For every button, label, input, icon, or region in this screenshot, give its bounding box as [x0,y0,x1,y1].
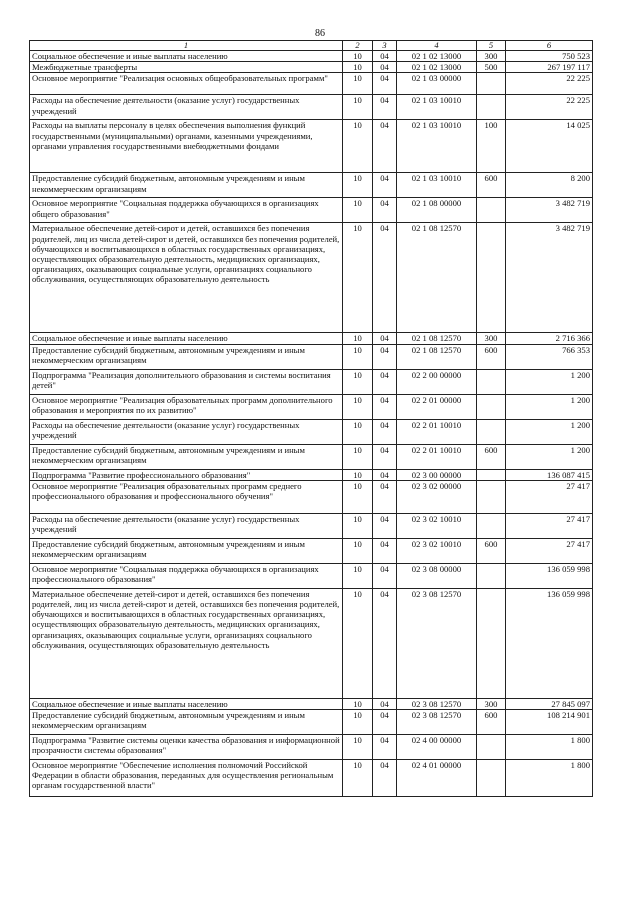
row-description: Социальное обеспечение и иные выплаты населению [30,333,343,344]
row-section-code: 10 [343,760,373,797]
table-row [30,588,593,698]
row-amount: 14 025 [506,120,593,173]
row-subsection-code: 04 [373,710,397,735]
row-amount: 766 353 [506,344,593,369]
row-target-code: 02 1 03 10010 [397,173,477,198]
row-amount: 27 845 097 [506,698,593,709]
table-row [30,735,593,760]
row-description: Подпрограмма "Развитие профессионального образования" [30,469,343,480]
row-amount: 27 417 [506,538,593,563]
row-expense-type-code: 500 [477,62,506,73]
column-number-row [30,41,593,51]
row-description: Предоставление субсидий бюджетным, автономным учреждениям и иным некоммерческим организациям [30,344,343,369]
row-expense-type-code: 600 [477,344,506,369]
row-section-code: 10 [343,538,373,563]
row-target-code: 02 1 03 10010 [397,120,477,173]
row-expense-type-code [477,735,506,760]
row-subsection-code: 04 [373,538,397,563]
row-description: Социальное обеспечение и иные выплаты населению [30,698,343,709]
row-subsection-code: 04 [373,760,397,797]
column-header-3: 3 [373,41,397,51]
row-target-code: 02 3 08 12570 [397,698,477,709]
row-target-code: 02 4 00 00000 [397,735,477,760]
table-row [30,73,593,95]
table-row [30,760,593,797]
row-section-code: 10 [343,120,373,173]
table-row [30,419,593,444]
row-amount: 136 059 998 [506,588,593,698]
row-section-code: 10 [343,73,373,95]
table-row [30,444,593,469]
row-subsection-code: 04 [373,369,397,394]
column-header-1: 1 [30,41,343,51]
column-header-2: 2 [343,41,373,51]
row-subsection-code: 04 [373,120,397,173]
row-section-code: 10 [343,563,373,588]
row-section-code: 10 [343,735,373,760]
row-section-code: 10 [343,198,373,223]
row-target-code: 02 3 08 12570 [397,710,477,735]
row-expense-type-code: 600 [477,710,506,735]
row-description: Расходы на обеспечение деятельности (оказание услуг) государственных учреждений [30,513,343,538]
table-row [30,120,593,173]
row-section-code: 10 [343,62,373,73]
row-expense-type-code [477,73,506,95]
row-section-code: 10 [343,469,373,480]
row-expense-type-code [477,588,506,698]
row-subsection-code: 04 [373,73,397,95]
row-section-code: 10 [343,419,373,444]
row-subsection-code: 04 [373,735,397,760]
table-row [30,538,593,563]
row-subsection-code: 04 [373,51,397,62]
row-target-code: 02 2 01 10010 [397,419,477,444]
row-subsection-code: 04 [373,513,397,538]
row-section-code: 10 [343,223,373,333]
row-target-code: 02 1 02 13000 [397,62,477,73]
row-expense-type-code [477,223,506,333]
row-section-code: 10 [343,344,373,369]
row-section-code: 10 [343,51,373,62]
column-header-5: 5 [477,41,506,51]
row-subsection-code: 04 [373,469,397,480]
row-description: Предоставление субсидий бюджетным, автономным учреждениям и иным некоммерческим организациям [30,173,343,198]
row-subsection-code: 04 [373,419,397,444]
table-row [30,333,593,344]
row-expense-type-code: 600 [477,173,506,198]
row-expense-type-code [477,369,506,394]
row-target-code: 02 3 08 12570 [397,588,477,698]
table-row [30,198,593,223]
row-expense-type-code [477,760,506,797]
row-target-code: 02 2 01 00000 [397,394,477,419]
row-description: Материальное обеспечение детей-сирот и детей, оставшихся без попечения родителей, лиц из числа детей-сирот и детей, оставшихся без попечения родителей, обучающихся и воспитывающихся в областных государственных организациях, осуществляющих образовательную деятельность, медицинских организациях, организациях, оказывающих социальные услуги, организациях социального обслуживания, осуществляющих образовательную деятельность [30,223,343,333]
row-subsection-code: 04 [373,223,397,333]
row-description: Межбюджетные трансферты [30,62,343,73]
row-subsection-code: 04 [373,333,397,344]
table-row [30,469,593,480]
row-subsection-code: 04 [373,394,397,419]
table-row [30,394,593,419]
row-amount: 1 200 [506,444,593,469]
row-section-code: 10 [343,480,373,513]
row-expense-type-code [477,469,506,480]
row-expense-type-code: 300 [477,698,506,709]
row-amount: 1 800 [506,735,593,760]
row-section-code: 10 [343,394,373,419]
row-expense-type-code [477,419,506,444]
row-subsection-code: 04 [373,698,397,709]
row-amount: 750 523 [506,51,593,62]
row-expense-type-code: 600 [477,444,506,469]
row-amount: 108 214 901 [506,710,593,735]
row-section-code: 10 [343,710,373,735]
row-amount: 1 200 [506,419,593,444]
column-header-4: 4 [397,41,477,51]
row-description: Расходы на обеспечение деятельности (оказание услуг) государственных учреждений [30,95,343,120]
row-section-code: 10 [343,698,373,709]
table-row [30,95,593,120]
table-row [30,480,593,513]
row-target-code: 02 3 02 10010 [397,513,477,538]
row-subsection-code: 04 [373,588,397,698]
row-amount: 267 197 117 [506,62,593,73]
row-subsection-code: 04 [373,480,397,513]
row-description: Основное мероприятие "Реализация образовательных программ дополнительного образования и мероприятия по их развитию" [30,394,343,419]
row-amount: 1 800 [506,760,593,797]
row-subsection-code: 04 [373,198,397,223]
row-description: Основное мероприятие "Обеспечение исполнения полномочий Российской Федерации в области образования, переданных для осуществления региональным органам государственной власти" [30,760,343,797]
row-amount: 3 482 719 [506,198,593,223]
row-description: Основное мероприятие "Реализация основных общеобразовательных программ" [30,73,343,95]
row-description: Подпрограмма "Развитие системы оценки качества образования и информационной прозрачности системы образования" [30,735,343,760]
row-target-code: 02 1 08 12570 [397,333,477,344]
row-target-code: 02 2 01 10010 [397,444,477,469]
row-amount: 2 716 366 [506,333,593,344]
row-target-code: 02 4 01 00000 [397,760,477,797]
row-amount: 27 417 [506,480,593,513]
table-row [30,513,593,538]
row-target-code: 02 2 00 00000 [397,369,477,394]
row-description: Предоставление субсидий бюджетным, автономным учреждениям и иным некоммерческим организациям [30,538,343,563]
row-subsection-code: 04 [373,95,397,120]
row-description: Предоставление субсидий бюджетным, автономным учреждениям и иным некоммерческим организациям [30,444,343,469]
table-row [30,563,593,588]
row-amount: 3 482 719 [506,223,593,333]
row-amount: 22 225 [506,73,593,95]
row-subsection-code: 04 [373,62,397,73]
row-subsection-code: 04 [373,563,397,588]
row-section-code: 10 [343,513,373,538]
row-section-code: 10 [343,95,373,120]
table-row [30,173,593,198]
row-target-code: 02 1 03 00000 [397,73,477,95]
row-subsection-code: 04 [373,173,397,198]
row-expense-type-code: 600 [477,538,506,563]
row-description: Основное мероприятие "Социальная поддержка обучающихся в организациях общего образования" [30,198,343,223]
row-expense-type-code [477,480,506,513]
row-description: Основное мероприятие "Социальная поддержка обучающихся в организациях профессионального образования" [30,563,343,588]
column-header-6: 6 [506,41,593,51]
row-subsection-code: 04 [373,444,397,469]
row-expense-type-code: 300 [477,51,506,62]
row-expense-type-code [477,198,506,223]
row-description: Предоставление субсидий бюджетным, автономным учреждениям и иным некоммерческим организациям [30,710,343,735]
row-target-code: 02 3 02 00000 [397,480,477,513]
row-target-code: 02 3 08 00000 [397,563,477,588]
row-amount: 1 200 [506,394,593,419]
row-expense-type-code [477,563,506,588]
table-row [30,223,593,333]
row-target-code: 02 3 00 00000 [397,469,477,480]
row-expense-type-code [477,95,506,120]
row-description: Расходы на выплаты персоналу в целях обеспечения выполнения функций государственными (муниципальными) органами, казенными учреждениями, органами управления государственными внебюджетными фондами [30,120,343,173]
row-description: Материальное обеспечение детей-сирот и детей, оставшихся без попечения родителей, лиц из числа детей-сирот и детей, оставшихся без попечения родителей, обучающихся и воспитывающихся в областных государственных организациях, осуществляющих образовательную деятельность, медицинских организациях, организациях, оказывающих социальные услуги, организациях социального обслуживания, осуществляющих образовательную деятельность [30,588,343,698]
budget-table [29,40,593,797]
row-target-code: 02 1 08 00000 [397,198,477,223]
table-row [30,51,593,62]
row-target-code: 02 1 03 10010 [397,95,477,120]
row-expense-type-code: 100 [477,120,506,173]
row-expense-type-code: 300 [477,333,506,344]
row-expense-type-code [477,513,506,538]
row-target-code: 02 1 08 12570 [397,344,477,369]
row-description: Расходы на обеспечение деятельности (оказание услуг) государственных учреждений [30,419,343,444]
row-description: Подпрограмма "Реализация дополнительного образования и системы воспитания детей" [30,369,343,394]
table-row [30,369,593,394]
row-amount: 27 417 [506,513,593,538]
row-target-code: 02 1 02 13000 [397,51,477,62]
row-section-code: 10 [343,173,373,198]
table-row [30,344,593,369]
page-number: 86 [315,28,325,39]
row-amount: 136 087 415 [506,469,593,480]
table-row [30,62,593,73]
row-expense-type-code [477,394,506,419]
table-row [30,698,593,709]
row-section-code: 10 [343,369,373,394]
table-row [30,710,593,735]
row-subsection-code: 04 [373,344,397,369]
row-description: Основное мероприятие "Реализация образовательных программ среднего профессионального образования и профессионального обучения" [30,480,343,513]
row-amount: 136 059 998 [506,563,593,588]
row-amount: 8 200 [506,173,593,198]
row-description: Социальное обеспечение и иные выплаты населению [30,51,343,62]
row-target-code: 02 1 08 12570 [397,223,477,333]
row-amount: 1 200 [506,369,593,394]
row-section-code: 10 [343,588,373,698]
row-amount: 22 225 [506,95,593,120]
row-section-code: 10 [343,333,373,344]
row-target-code: 02 3 02 10010 [397,538,477,563]
row-section-code: 10 [343,444,373,469]
